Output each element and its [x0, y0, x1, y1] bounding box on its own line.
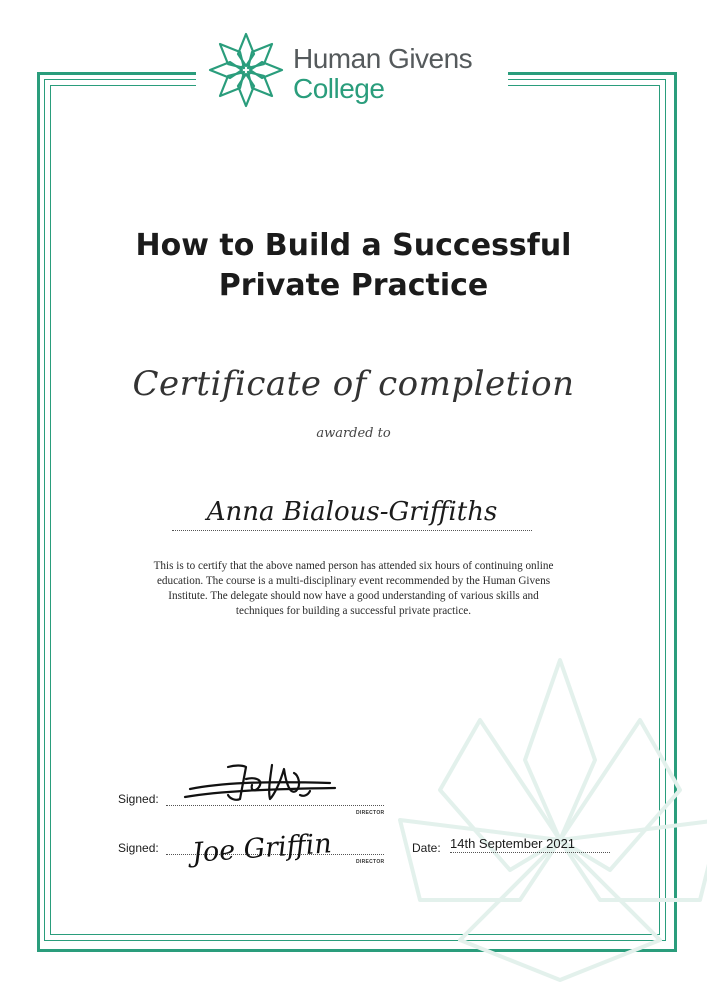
- certificate-heading: Certificate of completion: [132, 364, 575, 404]
- director-signature-2: [188, 820, 338, 882]
- awarded-to-label: awarded to: [316, 426, 391, 441]
- director-label-2: DIRECTOR: [356, 859, 385, 865]
- recipient-name: Anna Bialous-Griffiths: [172, 497, 532, 531]
- lotus-logo-icon: [208, 32, 284, 108]
- certificate-body-text: This is to certify that the above named person has attended six hours of continuing online education. The course is a multi-disciplinary event recommended by the Human Givens Institute. The delegate should now have a good understanding of various skills and techniques for building a successful private practice.: [153, 560, 554, 617]
- logo-line-1: Human Givens: [293, 43, 473, 74]
- logo-wordmark: [293, 43, 472, 104]
- director-signature-1: [180, 755, 340, 810]
- course-title-line-1: How to Build a Successful: [135, 228, 572, 263]
- signed-label-1: Signed:: [118, 792, 159, 806]
- logo-line-2: College: [293, 73, 385, 104]
- signed-label-2: Signed:: [118, 841, 159, 855]
- lotus-watermark-icon: [380, 640, 707, 1000]
- director-label-1: DIRECTOR: [356, 810, 385, 816]
- course-title-line-2: Private Practice: [218, 268, 489, 303]
- date-value: 14th September 2021: [450, 836, 610, 853]
- date-label: Date:: [412, 841, 441, 855]
- svg-text:Joe Griffin: Joe Griffin: [191, 828, 333, 869]
- course-title: [0, 226, 707, 306]
